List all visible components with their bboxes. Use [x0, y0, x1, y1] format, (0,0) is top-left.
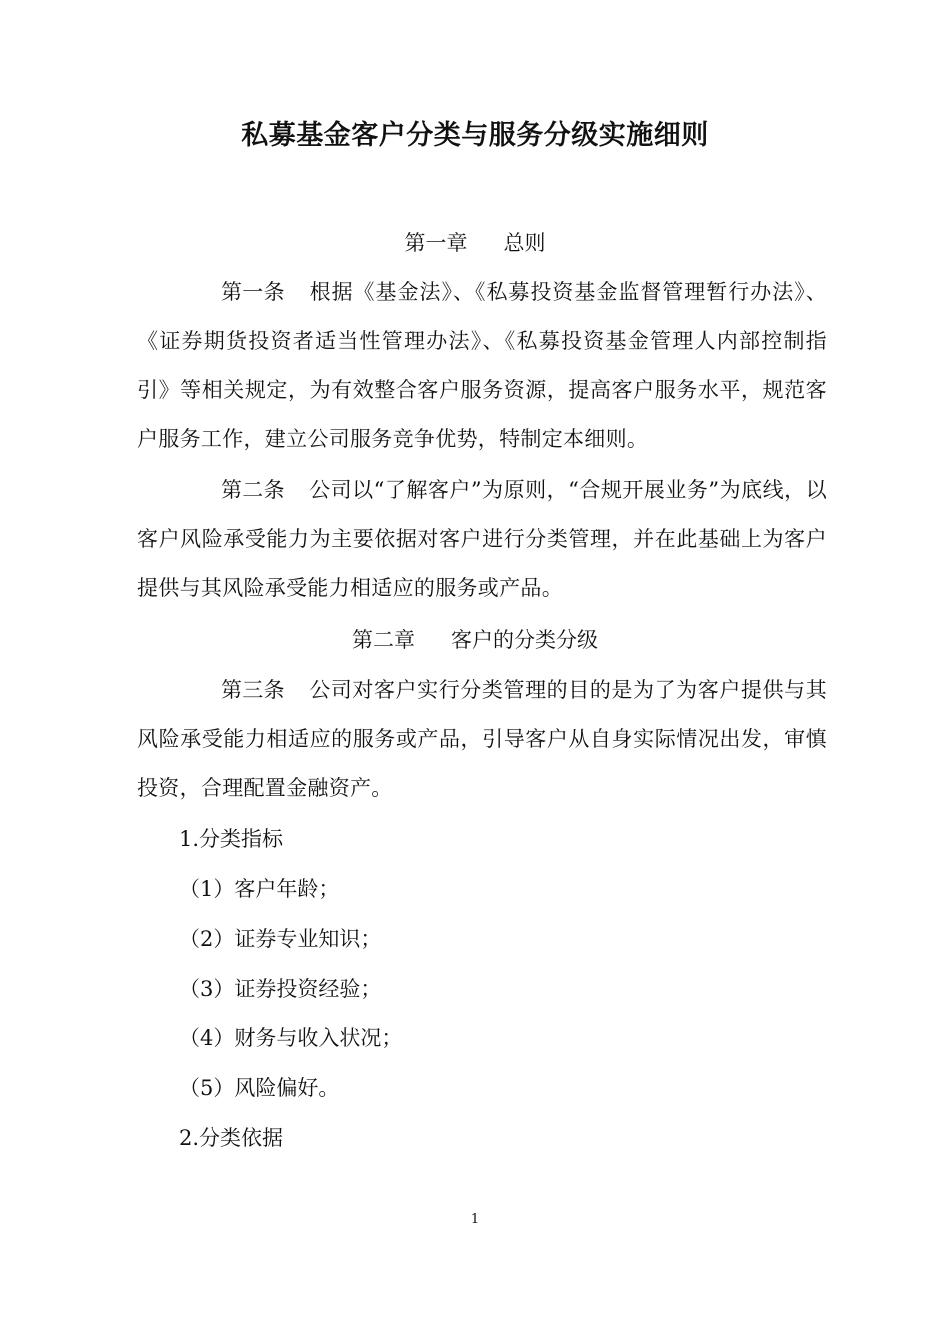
article-2-label: 第二条: [221, 478, 285, 502]
document-title: 私募基金客户分类与服务分级实施细则: [241, 120, 709, 151]
section-2-heading: 2.分类依据: [179, 1126, 284, 1150]
article-3: [137, 666, 827, 813]
chapter-2-name: 客户的分类分级: [451, 628, 598, 652]
chapter-1-heading: [0, 228, 950, 258]
article-1: [137, 268, 827, 464]
chapter-2-heading: [0, 625, 950, 655]
article-1-label: 第一条: [221, 280, 285, 304]
indicator-item: （4）财务与收入状况；: [179, 1026, 403, 1050]
chapter-1-number: 第一章: [404, 231, 468, 255]
article-3-label: 第三条: [221, 678, 285, 702]
section-1-heading: 1.分类指标: [179, 827, 284, 851]
article-2: [137, 466, 827, 613]
chapter-1-name: 总则: [503, 231, 546, 255]
chapter-2-number: 第二章: [352, 628, 415, 652]
article-2-text: 公司以“了解客户”为原则，“合规开展业务”为底线，以客户风险承受能力为主要依据对客户进行分类管理，并在此基础上为客户提供与其风险承受能力相适应的服务或产品。: [137, 478, 827, 600]
indicator-item: （3）证券投资经验；: [179, 977, 382, 1001]
indicator-item: （1）客户年龄；: [179, 877, 340, 901]
article-3-text: 公司对客户实行分类管理的目的是为了为客户提供与其风险承受能力相适应的服务或产品，引导客户从自身实际情况出发，审慎投资，合理配置金融资产。: [137, 678, 827, 800]
indicator-item: （5）风险偏好。: [179, 1076, 340, 1100]
article-1-text: 根据《基金法》、《私募投资基金监督管理暂行办法》、《证券期货投资者适当性管理办法》、《私募投资基金管理人内部控制指引》等相关规定，为有效整合客户服务资源，提高客户服务水平，规范客户服务工作，建立公司服务竞争优势，特制定本细则。: [137, 280, 827, 451]
page-number: 1: [470, 1212, 480, 1227]
indicator-item: （2）证券专业知识；: [179, 927, 382, 951]
